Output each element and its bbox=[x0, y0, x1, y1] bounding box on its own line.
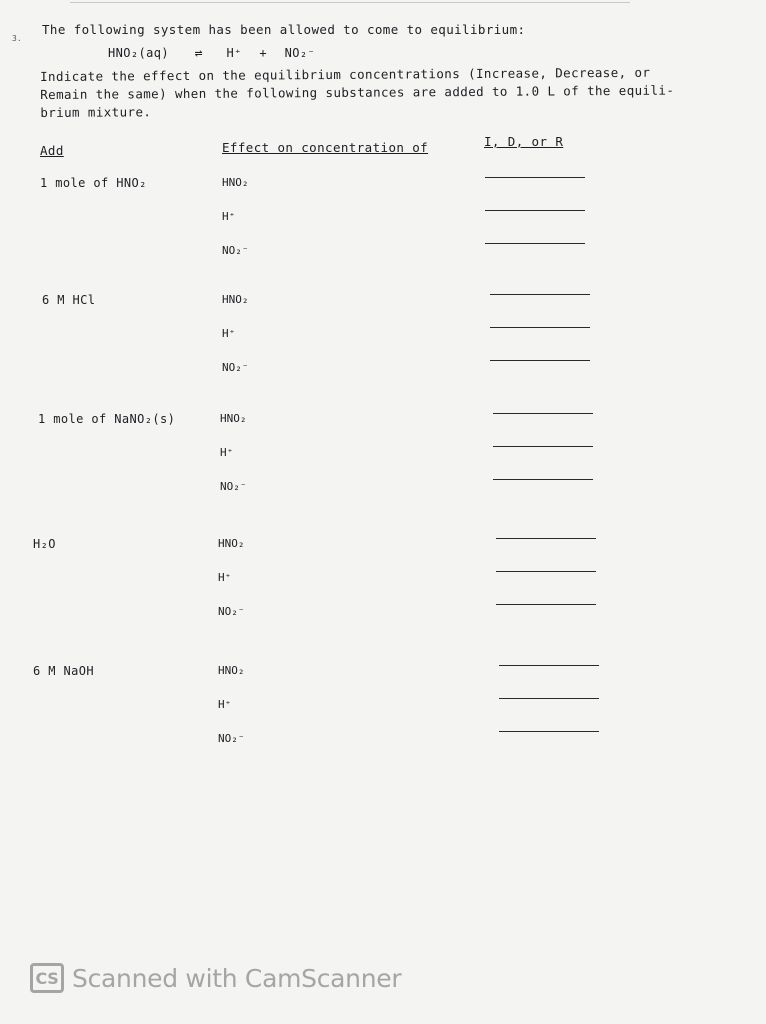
answer-blank-line[interactable] bbox=[493, 479, 593, 480]
instruction-line: brium mixture. bbox=[40, 104, 152, 120]
species-label: H⁺ bbox=[218, 571, 232, 584]
species-label: HNO₂ bbox=[218, 664, 245, 677]
question-number: 3. bbox=[12, 34, 22, 43]
species-label: HNO₂ bbox=[220, 412, 247, 425]
species-label: NO₂⁻ bbox=[222, 244, 249, 257]
camscanner-logo-icon: CS bbox=[30, 963, 64, 993]
added-substance-label: 1 mole of HNO₂ bbox=[40, 176, 147, 190]
answer-blank-line[interactable] bbox=[490, 360, 590, 361]
question-intro: The following system has been allowed to come to equilibrium: bbox=[42, 22, 526, 37]
answer-blank-line[interactable] bbox=[493, 446, 593, 447]
species-label: H⁺ bbox=[218, 698, 232, 711]
answer-blank-line[interactable] bbox=[496, 571, 596, 572]
answer-blank-line[interactable] bbox=[499, 731, 599, 732]
answer-blank-line[interactable] bbox=[499, 698, 599, 699]
species-label: H⁺ bbox=[220, 446, 234, 459]
answer-blank-line[interactable] bbox=[499, 665, 599, 666]
header-add: Add bbox=[40, 143, 64, 158]
answer-blank-line[interactable] bbox=[485, 177, 585, 178]
instruction-line: Remain the same) when the following substances are added to 1.0 L of the equili- bbox=[40, 82, 675, 102]
header-effect: Effect on concentration of bbox=[222, 140, 429, 155]
added-substance-label: H₂O bbox=[33, 537, 56, 551]
watermark-text: Scanned with CamScanner bbox=[72, 963, 402, 993]
equation-plus: + bbox=[259, 46, 267, 60]
species-label: HNO₂ bbox=[222, 176, 249, 189]
equation-reactant: HNO₂(aq) bbox=[108, 46, 169, 60]
answer-blank-line[interactable] bbox=[496, 538, 596, 539]
equilibrium-equation bbox=[108, 46, 315, 61]
answer-blank-line[interactable] bbox=[485, 243, 585, 244]
species-label: H⁺ bbox=[222, 210, 236, 223]
species-label: H⁺ bbox=[222, 327, 236, 340]
species-label: NO₂⁻ bbox=[218, 605, 245, 618]
answer-blank-line[interactable] bbox=[490, 327, 590, 328]
species-label: NO₂⁻ bbox=[218, 732, 245, 745]
added-substance-label: 1 mole of NaNO₂(s) bbox=[38, 412, 176, 426]
equation-product-h: H⁺ bbox=[226, 46, 242, 60]
instruction-line: Indicate the effect on the equilibrium concentrations (Increase, Decrease, or bbox=[40, 64, 651, 84]
answer-blank-line[interactable] bbox=[490, 294, 590, 295]
added-substance-label: 6 M NaOH bbox=[33, 664, 94, 678]
equation-product-no2: NO₂⁻ bbox=[284, 46, 316, 60]
species-label: NO₂⁻ bbox=[220, 480, 247, 493]
answer-blank-line[interactable] bbox=[485, 210, 585, 211]
species-label: HNO₂ bbox=[222, 293, 249, 306]
equilibrium-arrow-icon: ⇌ bbox=[194, 46, 203, 61]
added-substance-label: 6 M HCl bbox=[42, 293, 96, 307]
species-label: HNO₂ bbox=[218, 537, 245, 550]
species-label: NO₂⁻ bbox=[222, 361, 249, 374]
header-idr: I, D, or R bbox=[484, 134, 564, 149]
answer-blank-line[interactable] bbox=[496, 604, 596, 605]
camscanner-watermark bbox=[30, 963, 401, 993]
instructions bbox=[40, 64, 674, 122]
top-divider bbox=[70, 2, 630, 3]
answer-blank-line[interactable] bbox=[493, 413, 593, 414]
